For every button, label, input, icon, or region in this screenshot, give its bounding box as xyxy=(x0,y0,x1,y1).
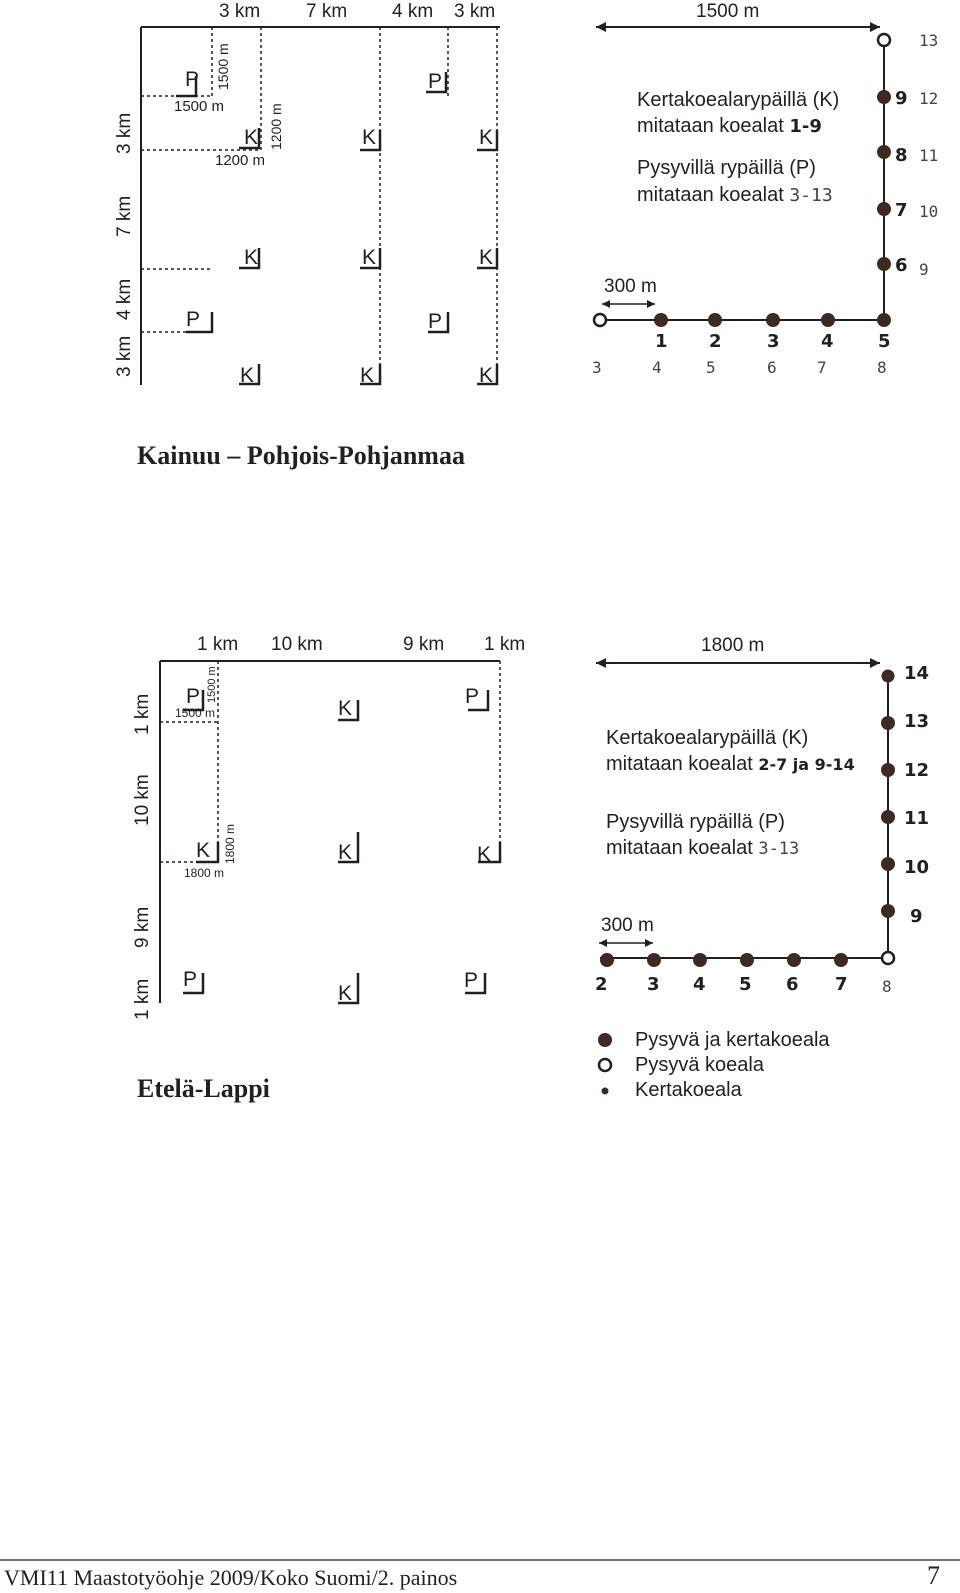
d1-plot-number: 6 xyxy=(895,255,908,276)
d1-perm-number: 8 xyxy=(877,358,887,377)
d2-plot-number: 6 xyxy=(786,974,799,995)
d1-plot-number: 3 xyxy=(767,331,780,352)
d1-top-dist: 3 km xyxy=(454,1,496,22)
d1-scheme-side-length: 1500 m xyxy=(696,1,760,22)
d2-plot-number: 10 xyxy=(904,857,930,878)
d1-plot-number: 1 xyxy=(655,331,668,352)
d2-plot-number: 9 xyxy=(910,906,923,927)
d1-perm-number: 3 xyxy=(592,358,602,377)
d2-perm-number: 8 xyxy=(882,977,892,996)
d1-perm-number: 9 xyxy=(919,260,929,279)
d1-cluster-k: K xyxy=(244,246,259,269)
d2-top-dist: 1 km xyxy=(484,634,526,655)
d1-cluster-k: K xyxy=(479,126,494,149)
d1-plot-number: 9 xyxy=(895,88,908,109)
d1-perm-number: 4 xyxy=(652,358,662,377)
d1-perm-number: 12 xyxy=(919,89,939,108)
legend-open-dot xyxy=(599,1059,611,1071)
d1-cluster-k: K xyxy=(362,126,377,149)
d1-scheme-line3: Pysyvillä rypäillä (P) xyxy=(637,157,816,179)
d1-side-dist: 3 km xyxy=(114,335,135,377)
d2-cluster-k: K xyxy=(338,841,353,864)
d2-inner-length: 1500 m xyxy=(206,666,218,703)
d1-cluster-k: K xyxy=(360,364,375,387)
d2-inner-length: 1800 m xyxy=(184,866,225,880)
footer-text: VMI11 Maastotyöohje 2009/Koko Suomi/2. painos xyxy=(4,1565,458,1590)
d1-perm-number: 7 xyxy=(817,358,827,377)
d2-inner-length: 1500 m xyxy=(175,706,216,720)
d1-plot-number: 4 xyxy=(821,331,834,352)
d1-inner-length: 1200 m xyxy=(215,152,266,169)
d1-inner-length: 1500 m xyxy=(174,98,225,115)
d1-perm-number: 6 xyxy=(767,358,777,377)
d2-plot-number: 4 xyxy=(693,974,706,995)
d2-top-dist: 10 km xyxy=(271,634,323,655)
d2-side-dist: 9 km xyxy=(132,906,153,948)
d1-inner-length: 1200 m xyxy=(268,103,284,150)
d1-scheme-line4: mitataan koealat 3-13 xyxy=(637,184,833,206)
d1-plot-number: 5 xyxy=(878,331,891,352)
d2-plot-number: 2 xyxy=(595,974,608,995)
d1-top-dist: 4 km xyxy=(392,1,434,22)
d2-top-dist: 1 km xyxy=(197,634,239,655)
d1-inner-length: 1500 m xyxy=(215,43,231,90)
d2-plot-number: 3 xyxy=(647,974,660,995)
d1-scheme-spacing: 300 m xyxy=(604,276,657,297)
d1-top-dist: 3 km xyxy=(219,1,261,22)
d2-side-dist: 10 km xyxy=(132,774,153,826)
d1-cluster-p: P xyxy=(428,310,443,333)
d2-plot-number: 5 xyxy=(739,974,752,995)
d1-scheme-line2: mitataan koealat 1-9 xyxy=(637,115,822,137)
legend-markers xyxy=(598,1033,612,1095)
d1-cluster-k: K xyxy=(479,364,494,387)
d1-side-dist: 4 km xyxy=(114,278,135,320)
d2-inner-length: 1800 m xyxy=(223,823,237,864)
d1-cluster-k: K xyxy=(240,364,255,387)
d2-cluster-p: P xyxy=(464,969,479,992)
d1-scheme-line1: Kertakoealarypäillä (K) xyxy=(637,89,840,111)
d1-cluster-k: K xyxy=(362,246,377,269)
d1-perm-number: 13 xyxy=(919,31,939,50)
d1-perm-number: 10 xyxy=(919,202,939,221)
d2-plot-number: 7 xyxy=(835,974,848,995)
d2-scheme-line2: mitataan koealat 2-7 ja 9-14 xyxy=(606,753,855,775)
d2-scheme-spacing: 300 m xyxy=(601,915,654,936)
legend-item-permanent: Pysyvä koeala xyxy=(635,1054,764,1076)
d1-plot-number: 7 xyxy=(895,200,908,221)
legend-small-dot xyxy=(602,1088,609,1095)
d1-plot-number: 2 xyxy=(709,331,722,352)
d2-plot-number: 13 xyxy=(904,711,930,732)
d2-cluster-k: K xyxy=(477,843,492,866)
d2-top-dist: 9 km xyxy=(403,634,445,655)
d2-scheme-line4: mitataan koealat 3-13 xyxy=(606,837,800,859)
d2-scheme-line3: Pysyvillä rypäillä (P) xyxy=(606,811,785,833)
legend-item-single: Kertakoeala xyxy=(635,1079,742,1101)
d2-plot-number: 12 xyxy=(904,760,930,781)
legend-filled-dot xyxy=(598,1033,612,1047)
d1-side-dist: 3 km xyxy=(114,112,135,154)
d1-perm-number: 5 xyxy=(706,358,716,377)
d2-cluster-k: K xyxy=(338,982,353,1005)
region-title-1: Kainuu – Pohjois-Pohjanmaa xyxy=(137,441,465,470)
d1-cluster-k: K xyxy=(479,246,494,269)
d2-cluster-p: P xyxy=(186,685,201,708)
d1-perm-number: 11 xyxy=(919,146,939,165)
d2-cluster-k: K xyxy=(196,839,211,862)
d2-plot-number: 11 xyxy=(904,808,930,829)
d1-cluster-p: P xyxy=(428,70,443,93)
d2-scheme-side-length: 1800 m xyxy=(701,635,765,656)
d1-cluster-p: P xyxy=(185,68,200,91)
d2-cluster-p: P xyxy=(465,685,480,708)
d2-side-dist: 1 km xyxy=(132,693,153,735)
d2-side-dist: 1 km xyxy=(132,978,153,1020)
region-title-2: Etelä-Lappi xyxy=(137,1074,270,1103)
d1-plot-number: 8 xyxy=(895,145,908,166)
legend-item-permanent-and-single: Pysyvä ja kertakoeala xyxy=(635,1029,830,1051)
d2-cluster-k: K xyxy=(338,697,353,720)
d1-side-dist: 7 km xyxy=(114,195,135,237)
page-number: 7 xyxy=(927,1561,940,1590)
d1-top-dist: 7 km xyxy=(306,1,348,22)
d2-plot-number: 14 xyxy=(904,663,930,684)
d1-cluster-k: K xyxy=(244,126,259,149)
d2-cluster-p: P xyxy=(183,968,198,991)
d2-scheme-line1: Kertakoealarypäillä (K) xyxy=(606,727,809,749)
d1-cluster-p: P xyxy=(186,308,201,331)
